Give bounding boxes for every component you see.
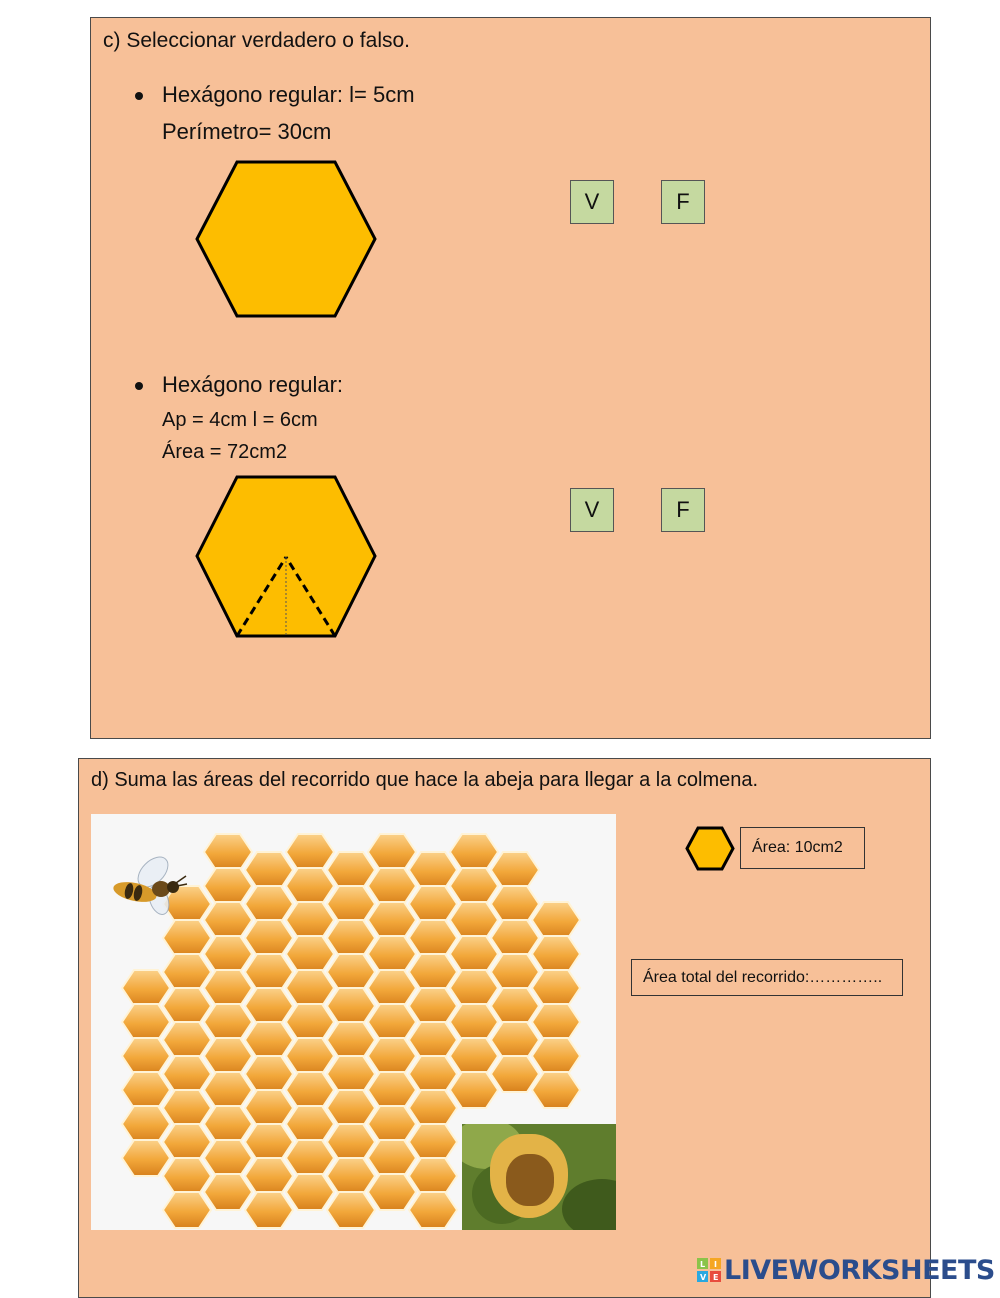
svg-text:I: I: [714, 1260, 717, 1269]
honeycomb-cell: [409, 1192, 457, 1228]
honeycomb-cell: [491, 920, 539, 956]
honeycomb-cell: [163, 954, 211, 990]
honeycomb-cell: [204, 1072, 252, 1108]
true-button-1[interactable]: V: [570, 180, 614, 224]
honeycomb-cell: [204, 834, 252, 870]
honeycomb-cell: [204, 868, 252, 904]
honeycomb-cell: [368, 1038, 416, 1074]
honeycomb-cell: [286, 1072, 334, 1108]
honeycomb-cell: [286, 1004, 334, 1040]
section-c-title: c) Seleccionar verdadero o falso.: [103, 29, 410, 52]
honeycomb-cell: [245, 1022, 293, 1058]
honeycomb-cell: [122, 1106, 170, 1142]
hexagon-perimeter-figure: [195, 160, 377, 318]
honeycomb-cell: [286, 1106, 334, 1142]
honeycomb-cell: [327, 1192, 375, 1228]
honeycomb-cell: [204, 1140, 252, 1176]
honeycomb-cell: [327, 852, 375, 888]
honeycomb-cell: [450, 936, 498, 972]
bee-image: [107, 842, 189, 934]
honeycomb-cell: [122, 970, 170, 1006]
honeycomb-cell: [245, 1124, 293, 1160]
honeycomb-cell: [450, 1038, 498, 1074]
section-d-title: d) Suma las áreas del recorrido que hace la abeja para llegar a la colmena.: [91, 769, 759, 791]
honeycomb-cell: [163, 988, 211, 1024]
honeycomb-cell: [491, 886, 539, 922]
honeycomb-cell: [245, 920, 293, 956]
honeycomb-cell: [532, 1004, 580, 1040]
honeycomb-cell: [450, 868, 498, 904]
item1-line2: Perímetro= 30cm: [162, 119, 332, 144]
honeycomb-cell: [327, 1090, 375, 1126]
honeycomb-cell: [532, 936, 580, 972]
honeycomb-cell: [491, 852, 539, 888]
hexagon-area-figure: [195, 475, 377, 638]
false-button-1[interactable]: F: [661, 180, 705, 224]
total-area-answer-field[interactable]: Área total del recorrido:…………..: [631, 959, 903, 996]
honeycomb-cell: [204, 1174, 252, 1210]
honeycomb-cell: [163, 1022, 211, 1058]
honeycomb-cell: [368, 902, 416, 938]
svg-text:V: V: [700, 1273, 707, 1282]
honeycomb-cell: [450, 1004, 498, 1040]
honeycomb-cell: [204, 1004, 252, 1040]
true-button-2[interactable]: V: [570, 488, 614, 532]
honeycomb-cell: [409, 954, 457, 990]
honeycomb-cell: [327, 1124, 375, 1160]
honeycomb-cell: [327, 886, 375, 922]
honeycomb-cell: [409, 920, 457, 956]
honeycomb-cell: [368, 1174, 416, 1210]
hive-photo: [462, 1124, 616, 1230]
honeycomb-cell: [122, 1072, 170, 1108]
honeycomb-cell: [368, 936, 416, 972]
honeycomb-cell: [163, 1090, 211, 1126]
honeycomb-cell: [491, 1022, 539, 1058]
honeycomb-cell: [204, 1106, 252, 1142]
honeycomb-cell: [327, 1022, 375, 1058]
honeycomb-cell: [368, 1106, 416, 1142]
honeycomb-cell: [245, 1192, 293, 1228]
honeycomb-cell: [286, 1174, 334, 1210]
honeycomb-cell: [286, 902, 334, 938]
honeycomb-cell: [163, 1192, 211, 1228]
honeycomb-cell: [286, 936, 334, 972]
honeycomb-cell: [532, 902, 580, 938]
item1-line1: Hexágono regular: l= 5cm: [162, 82, 415, 107]
honeycomb-cell: [368, 868, 416, 904]
honeycomb-cell: [532, 970, 580, 1006]
honeycomb-cell: [368, 1004, 416, 1040]
legend-hexagon-icon: [685, 826, 735, 871]
honeycomb-cell: [409, 1022, 457, 1058]
honeycomb-cell: [286, 970, 334, 1006]
honeycomb-cell: [532, 1038, 580, 1074]
honeycomb-cell: [409, 886, 457, 922]
item2-line3: Área = 72cm2: [162, 441, 288, 463]
honeycomb-cell: [204, 1038, 252, 1074]
honeycomb-cell: [450, 970, 498, 1006]
item2-line2: Ap = 4cm l = 6cm: [162, 409, 318, 431]
honeycomb-cell: [409, 1056, 457, 1092]
honeycomb-cell: [122, 1038, 170, 1074]
honeycomb-cell: [204, 936, 252, 972]
honeycomb-cell: [327, 1158, 375, 1194]
item2-line1: Hexágono regular:: [162, 372, 344, 397]
false-button-2[interactable]: F: [661, 488, 705, 532]
section-d-panel: [78, 758, 931, 1298]
honeycomb-cell: [409, 1124, 457, 1160]
honeycomb-cell: [122, 1140, 170, 1176]
honeycomb-cell: [245, 852, 293, 888]
honeycomb-cell: [163, 1158, 211, 1194]
honeycomb-cell: [450, 834, 498, 870]
honeycomb-image: [91, 814, 616, 1230]
honeycomb-cell: [286, 1038, 334, 1074]
honeycomb-cell: [245, 954, 293, 990]
area-legend-box: Área: 10cm2: [740, 827, 865, 869]
honeycomb-cell: [327, 954, 375, 990]
brand-name: LIVEWORKSHEETS: [724, 1254, 995, 1286]
honeycomb-cell: [286, 868, 334, 904]
honeycomb-cell: [491, 988, 539, 1024]
honeycomb-cell: [327, 920, 375, 956]
honeycomb-cell: [327, 988, 375, 1024]
honeycomb-cell: [327, 1056, 375, 1092]
honeycomb-cell: [122, 1004, 170, 1040]
section-c-panel: [90, 17, 931, 739]
bullet-2: [135, 382, 143, 390]
honeycomb-cell: [245, 1056, 293, 1092]
honeycomb-cell: [286, 1140, 334, 1176]
brand-blocks-icon: [697, 1258, 721, 1282]
honeycomb-cell: [163, 1124, 211, 1160]
honeycomb-cell: [450, 1072, 498, 1108]
honeycomb-cell: [245, 1158, 293, 1194]
honeycomb-cell: [409, 852, 457, 888]
honeycomb-cell: [409, 1090, 457, 1126]
honeycomb-cell: [368, 970, 416, 1006]
svg-text:L: L: [700, 1260, 706, 1269]
honeycomb-cell: [204, 970, 252, 1006]
honeycomb-cell: [245, 886, 293, 922]
honeycomb-cell: [491, 1056, 539, 1092]
honeycomb-cell: [286, 834, 334, 870]
honeycomb-cell: [491, 954, 539, 990]
honeycomb-cell: [163, 1056, 211, 1092]
honeycomb-cell: [368, 1140, 416, 1176]
honeycomb-cell: [532, 1072, 580, 1108]
svg-text:E: E: [713, 1273, 719, 1282]
honeycomb-cell: [450, 902, 498, 938]
bullet-1: [135, 92, 143, 100]
honeycomb-cell: [409, 988, 457, 1024]
honeycomb-cell: [368, 834, 416, 870]
honeycomb-cell: [204, 902, 252, 938]
honeycomb-cell: [245, 988, 293, 1024]
honeycomb-cell: [409, 1158, 457, 1194]
honeycomb-cell: [368, 1072, 416, 1108]
honeycomb-cell: [245, 1090, 293, 1126]
liveworksheets-logo: [697, 1255, 995, 1285]
